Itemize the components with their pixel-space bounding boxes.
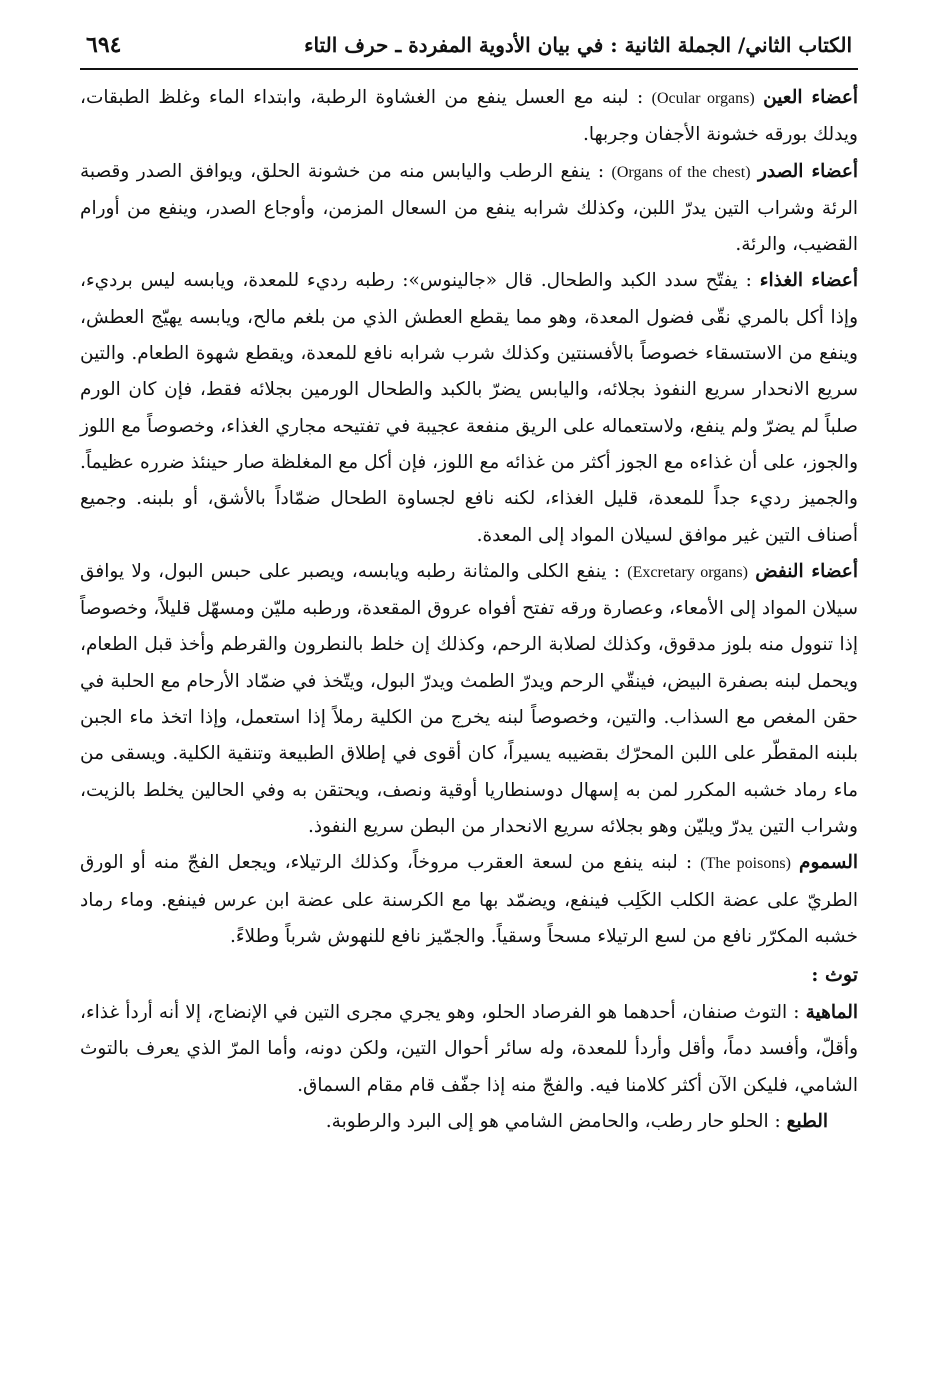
paragraph-text: : يفتّح سدد الكبد والطحال. قال «جالينوس»: رطبه رديء للمعدة، ويابسه ليس برديء، وإذا أكل بالمري نقّى فضول المعدة، وهو مما يقطع العطش الذي من بلغم مالح، ويابسه يهيّج العطش، وينفع من الاستسقاء خصوصاً بالأفسنتين وكذلك شرب شرابه نافع للمعدة، ويقطع شهوة الطعام. والتين سريع الانحدار سريع النفوذ بجلائه، واليابس يضرّ بالكبد والطحال الورمين بجلائه فقط، فإن كان الورم صلباً لم يضرّ ولم ينفع، ولاستعماله على الريق منفعة عجيبة في تفتيحه مجاري الغذاء، وخصوصاً مع اللوز والجوز، على أن غذاءه مع الجوز أكثر من غذائه مع اللوز، فإن أكل مع المغلظة صار حينئذ ضرره عظيماً. والجميز رديء جداً للمعدة، قليل الغذاء، لكنه نافع لجساوة الطحال ضمّاداً بالأشق، أو بلبنه. وجميع أصناف التين غير موافق لسيلان المواد إلى المعدة.	[80, 270, 858, 546]
section-heading: توث :	[811, 964, 858, 987]
english-gloss: (Ocular organs)	[651, 90, 755, 107]
page-number: ٦٩٤	[86, 32, 122, 58]
paragraph-temperament	[80, 1104, 858, 1140]
page-body	[80, 80, 858, 1140]
paragraph-text: : لبنه مع العسل ينفع من الغشاوة الرطبة، وابتداء الماء وغلظ الطبقات، ويدلك بورقه خشونة الأجفان وجربها.	[80, 87, 858, 146]
paragraph-ocular-organs	[80, 80, 858, 154]
paragraph-nutrition-organs	[80, 263, 858, 553]
paragraph-term: السموم	[799, 852, 859, 874]
paragraph-text: : ينفع الكلى والمثانة رطبه ويابسه، ويصبر على حبس البول، ولا يوافق سيلان المواد إلى الأمعاء، وعصارة ورقه تفتح أفواه عروق المقعدة، ورطبه مليّن ومسهّل قليلاً، وخصوصاً إذا تنوول منه بلوز مدقوق، وكذلك لصلابة الرحم، وكذلك إن خلط بالنطرون والقرطم وأخذ قبل الطعام، ويحمل لبنه بصفرة البيض، فينقّي الرحم ويدرّ الطمث ويدرّ البول، ويتّخذ في ضمّاد الأرحام مع الحلبة في حقن المغص مع السذاب. والتين، وخصوصاً لبنه يخرج من الكلية رملاً إذا استعمل، وإذا اتخذ ماء الجبن بلبنه المقطّر على اللبن المحرّك بقضيبه يسيراً، كان أقوى في إطلاق الطبيعة وتنقية الكلية. ويسقى من ماء رماد خشبه المكرر لمن به إسهال دوسنطاريا أوقية ونصف، ويحتقن به وفي الحالين يخلط بالزيت، وشراب التين يدرّ ويليّن وهو بجلائه سريع الانحدار من البطن سريع النفوذ.	[80, 560, 858, 837]
english-gloss: (The poisons)	[700, 855, 791, 873]
paragraph-term: أعضاء النفض	[755, 560, 858, 582]
running-title: الكتاب الثاني/ الجملة الثانية : في بيان الأدوية المفردة ـ حرف التاء	[304, 33, 852, 57]
paragraph-nature-definition	[80, 995, 858, 1104]
page-header	[80, 32, 858, 70]
paragraph-text: : الحلو حار رطب، والحامض الشامي هو إلى البرد والرطوبة.	[325, 1111, 781, 1133]
paragraph-text: : التوث صنفان، أحدهما هو الفرصاد الحلو، وهو يجري مجرى التين في الإنضاج، إلا أنه أردأ غذاء، وأقلّ، وأفسد دماً، وأقل وأردأ للمعدة، وله سائر أحوال التين، ولكن دونه، وأما المرّ الذي يعرف بالتوث الشامي، فليكن الآن أكثر كلامنا فيه. والفجّ منه إذا جفّف قام مقام السماق.	[80, 1002, 858, 1096]
paragraph-term: أعضاء الصدر	[757, 160, 858, 182]
paragraph-term: الماهية	[805, 1002, 859, 1024]
english-gloss: (Excretary organs)	[627, 563, 748, 581]
english-gloss: (Organs of the chest)	[611, 163, 751, 181]
paragraph-excretory-organs	[80, 554, 858, 845]
paragraph-chest-organs	[80, 154, 858, 264]
paragraph-text: : لبنه ينفع من لسعة العقرب مروخاً، وكذلك الرتيلاء، ويجعل الفجّ منه أو الورق الطريّ على عضة الكلب الكَلِب فينفع، ويضمّد بها مع الكرسنة على عضة ابن عرس فينفع. وماء رماد خشبه المكرّر نافع من لسع الرتيلاء مسحاً وسقياً. والجمّيز نافع للنهوش شرباً وطلاءً.	[80, 852, 858, 947]
paragraph-term: الطبع	[786, 1111, 828, 1133]
paragraph-poisons	[80, 845, 858, 955]
paragraph-term: أعضاء الغذاء	[759, 270, 858, 292]
paragraph-text: : ينفع الرطب واليابس منه من خشونة الحلق، ويوافق الصدر وقصبة الرئة وشراب التين يدرّ اللبن، وكذلك شرابه ينفع من السعال المزمن، وأوجاع الصدر، وينفع من أورام القضيب، والرئة.	[80, 160, 858, 256]
paragraph-term: أعضاء العين	[763, 87, 859, 108]
